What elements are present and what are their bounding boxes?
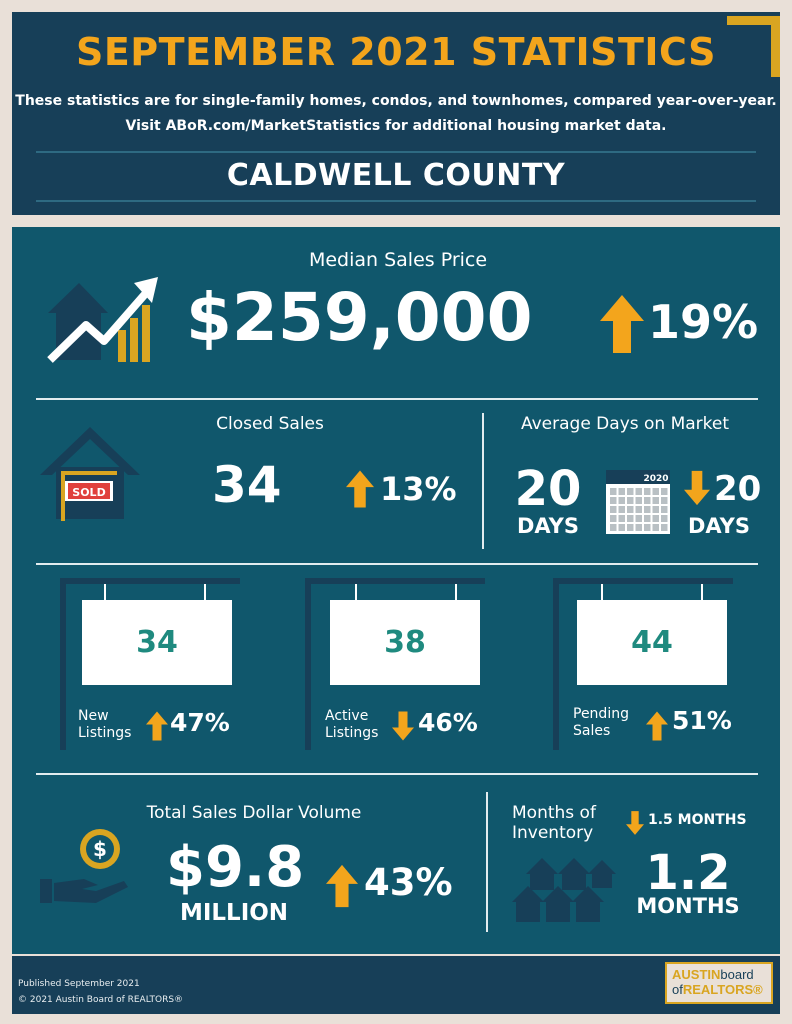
inventory-unit: MONTHS: [636, 894, 740, 918]
median-price-change: 19%: [648, 295, 759, 349]
days-prior-unit: DAYS: [688, 514, 751, 538]
calendar-cell: [653, 524, 660, 531]
pending-sales-change: 51%: [672, 706, 732, 735]
arrow-up-icon: [646, 710, 668, 742]
sign-arm: [60, 578, 240, 584]
inventory-label: Months of Inventory: [512, 803, 596, 843]
calendar-cell: [610, 506, 617, 513]
inventory-prior: 1.5 MONTHS: [648, 812, 747, 828]
calendar-cell: [619, 506, 626, 513]
volume-label: Total Sales Dollar Volume: [146, 803, 362, 823]
calendar-cell: [627, 488, 634, 495]
divider-vertical: [482, 413, 484, 549]
copyright: © 2021 Austin Board of REALTORS®: [18, 995, 184, 1005]
days-on-market-label: Average Days on Market: [520, 414, 730, 434]
calendar-year: 2020: [643, 474, 669, 484]
pending-sales-sign: 44: [577, 600, 727, 685]
calendar-cell: [636, 506, 643, 513]
houses-icon: [512, 850, 616, 928]
calendar-cell: [627, 515, 634, 522]
arrow-down-icon: [392, 710, 414, 742]
subtitle: [12, 89, 780, 139]
median-price-label: Median Sales Price: [308, 249, 488, 271]
volume-change: 43%: [364, 861, 453, 904]
calendar-icon: [606, 470, 670, 538]
calendar-cell: [644, 506, 651, 513]
sold-sign-text: SOLD: [72, 486, 106, 499]
days-prior-value: 20: [714, 469, 762, 509]
inventory-value: 1.2: [645, 845, 731, 901]
sign-post: [60, 578, 66, 750]
calendar-cell: [610, 524, 617, 531]
sign-chain: [204, 584, 206, 600]
closed-sales-label: Closed Sales: [216, 414, 324, 434]
sign-chain: [355, 584, 357, 600]
arrow-down-icon: [626, 810, 644, 836]
sign-chain: [601, 584, 603, 600]
calendar-cell: [653, 515, 660, 522]
calendar-cell: [619, 488, 626, 495]
svg-text:$: $: [93, 837, 107, 861]
calendar-cell: [636, 515, 643, 522]
page-title: SEPTEMBER 2021 STATISTICS: [75, 30, 717, 74]
divider: [36, 200, 756, 202]
calendar-cell: [661, 488, 668, 495]
sign-arm: [305, 578, 485, 584]
active-listings-change: 46%: [418, 708, 478, 737]
active-listings-label: Active Listings: [325, 708, 379, 741]
calendar-cell: [661, 506, 668, 513]
sign-post: [305, 578, 311, 750]
calendar-cell: [653, 488, 660, 495]
calendar-cell: [610, 515, 617, 522]
calendar-cell: [610, 488, 617, 495]
sign-chain: [701, 584, 703, 600]
calendar-cell: [627, 506, 634, 513]
divider: [36, 398, 758, 400]
new-listings-change: 47%: [170, 708, 230, 737]
published-date: Published September 2021: [18, 979, 140, 989]
sign-chain: [455, 584, 457, 600]
arrow-up-icon: [326, 864, 358, 908]
pending-sales-label: Pending Sales: [573, 706, 629, 739]
calendar-cell: [644, 515, 651, 522]
median-price-value: $259,000: [186, 279, 533, 356]
sign-arm: [553, 578, 733, 584]
subtitle-line-1: These statistics are for single-family homes, condos, and townhomes, compared year-over-year.: [15, 93, 777, 109]
calendar-cell: [619, 524, 626, 531]
calendar-cell: [661, 497, 668, 504]
abor-logo[interactable]: AUSTINboard ofREALTORS®: [665, 962, 773, 1004]
subtitle-line-2[interactable]: Visit ABoR.com/MarketStatistics for additional housing market data.: [125, 118, 667, 134]
calendar-cell: [619, 497, 626, 504]
calendar-cell: [627, 524, 634, 531]
arrow-down-icon: [684, 470, 710, 506]
money-hand-icon: [38, 827, 130, 911]
calendar-cell: [644, 488, 651, 495]
sign-post: [553, 578, 559, 750]
calendar-cell: [636, 488, 643, 495]
new-listings-sign: 34: [82, 600, 232, 685]
active-listings-sign: 38: [330, 600, 480, 685]
sign-chain: [104, 584, 106, 600]
house-rising-chart-icon: [46, 275, 161, 369]
arrow-up-icon: [146, 710, 168, 742]
sold-house-icon: [40, 425, 140, 525]
calendar-cell: [661, 524, 668, 531]
calendar-cell: [644, 524, 651, 531]
calendar-cell: [636, 497, 643, 504]
calendar-cell: [619, 515, 626, 522]
county-name: CALDWELL COUNTY: [226, 158, 566, 193]
volume-unit: MILLION: [179, 900, 289, 926]
calendar-cell: [653, 506, 660, 513]
calendar-cell: [610, 497, 617, 504]
calendar-cell: [661, 515, 668, 522]
days-unit: DAYS: [516, 514, 579, 538]
calendar-cell: [636, 524, 643, 531]
closed-sales-change: 13%: [380, 470, 457, 508]
calendar-cell: [627, 497, 634, 504]
divider-vertical: [486, 792, 488, 932]
closed-sales-value: 34: [212, 456, 282, 514]
divider: [36, 151, 756, 153]
calendar-cell: [653, 497, 660, 504]
divider: [36, 773, 758, 775]
arrow-up-icon: [600, 295, 644, 353]
days-on-market-value: 20: [514, 461, 582, 517]
divider: [36, 563, 758, 565]
new-listings-label: New Listings: [78, 708, 132, 741]
arrow-up-icon: [346, 470, 374, 508]
volume-value: $9.8: [166, 835, 305, 900]
calendar-cell: [644, 497, 651, 504]
